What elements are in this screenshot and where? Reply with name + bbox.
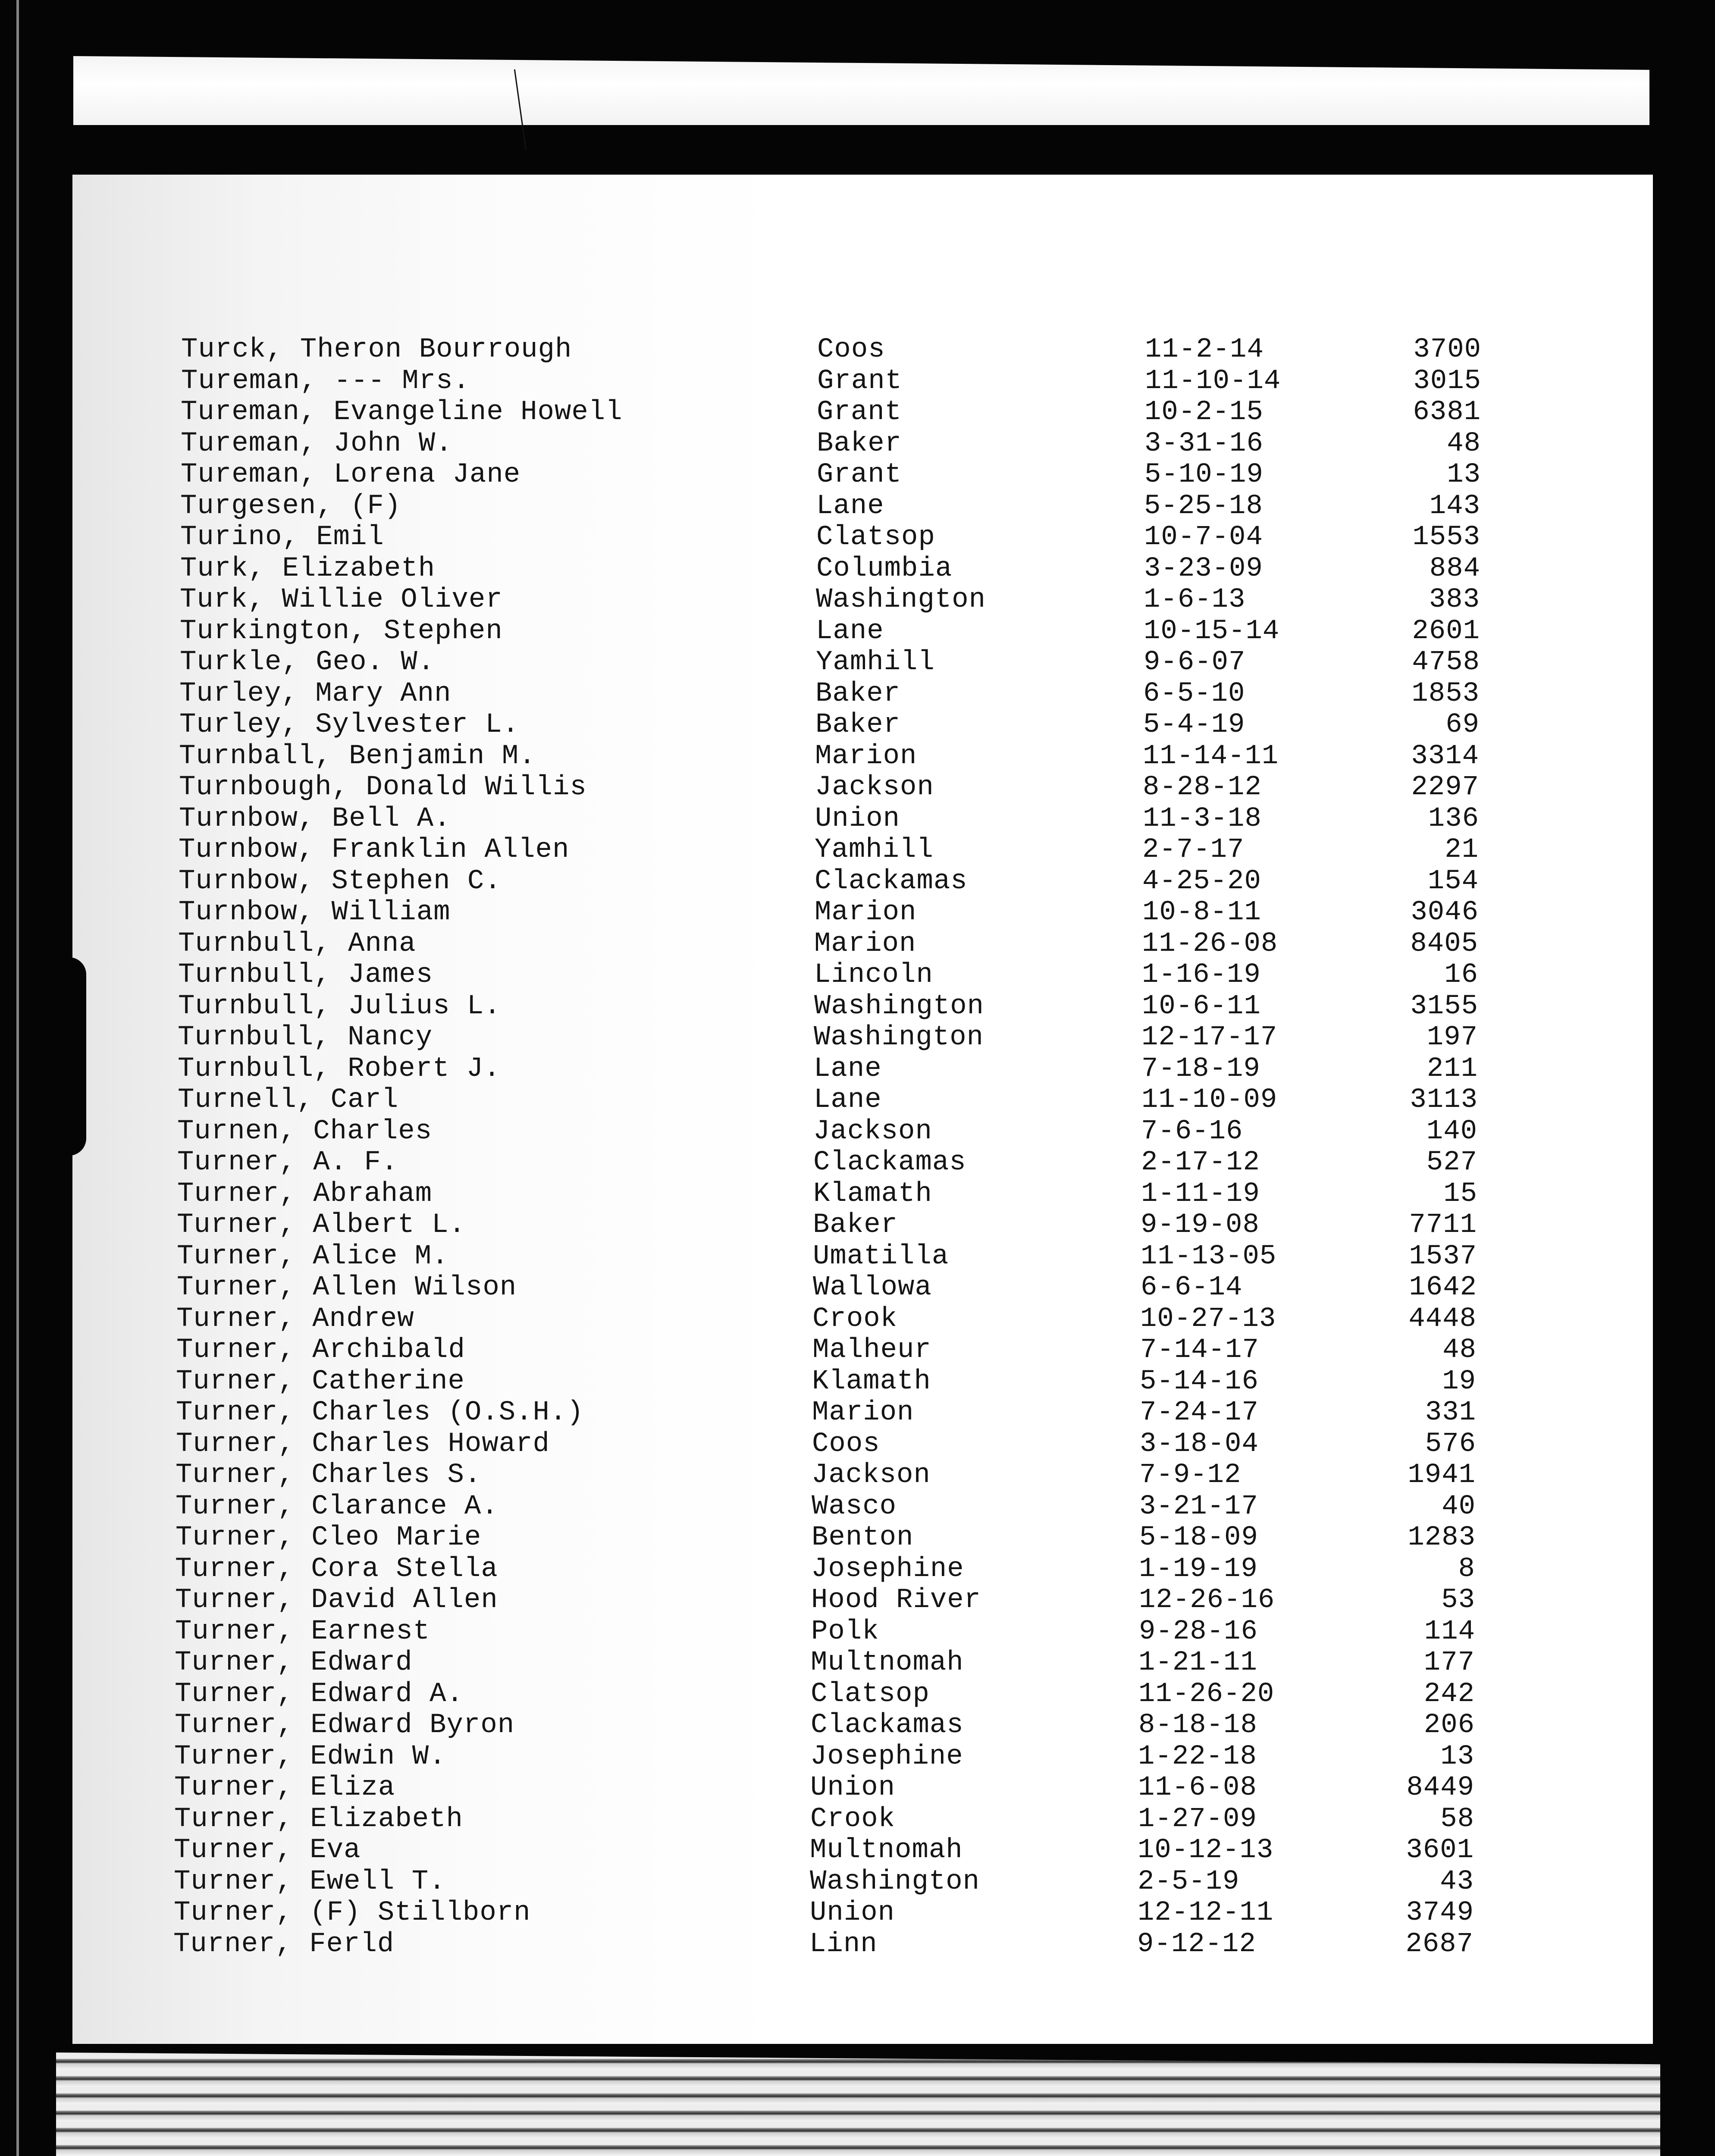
entry-name: Turnbow, Stephen C.	[179, 865, 502, 897]
entry-number: 69	[1445, 709, 1480, 740]
entry-number: 21	[1445, 834, 1479, 865]
entry-name: Turner, Albert L.	[177, 1210, 466, 1241]
register-entry	[0, 1460, 1715, 1491]
entry-county: Yamhill	[816, 647, 935, 678]
entry-number: 1642	[1409, 1272, 1477, 1303]
entry-name: Turner, (F) Stillborn	[174, 1897, 531, 1928]
register-entry	[0, 553, 1715, 584]
entry-name: Turner, Earnest	[175, 1616, 430, 1647]
entry-county: Grant	[817, 459, 902, 490]
entry-number: 1853	[1411, 678, 1480, 709]
entry-county: Clatsop	[816, 522, 935, 553]
entry-number: 211	[1427, 1053, 1478, 1084]
entry-name: Turnen, Charles	[177, 1116, 433, 1147]
register-entry	[0, 1178, 1715, 1210]
entry-name: Turck, Theron Bourrough	[181, 334, 572, 365]
entry-number: 3046	[1411, 897, 1479, 928]
entry-number: 8405	[1410, 928, 1478, 959]
entry-number: 1283	[1408, 1522, 1476, 1553]
entry-number: 143	[1429, 490, 1480, 522]
register-entry	[0, 1116, 1715, 1147]
entry-county: Lane	[814, 1084, 882, 1116]
entry-date: 3-31-16	[1144, 428, 1264, 459]
entry-name: Turner, Charles (O.S.H.)	[176, 1397, 584, 1428]
entry-county: Marion	[814, 928, 916, 959]
register-entry	[0, 1897, 1715, 1928]
entry-number: 2601	[1412, 615, 1480, 647]
entry-name: Turgesen, (F)	[180, 490, 401, 522]
register-entry	[0, 428, 1715, 459]
entry-date: 9-12-12	[1137, 1928, 1256, 1960]
register-entry	[0, 1647, 1715, 1678]
entry-county: Baker	[815, 678, 901, 709]
entry-number: 40	[1442, 1491, 1476, 1522]
entry-county: Umatilla	[813, 1241, 949, 1272]
register-entry	[0, 584, 1715, 615]
entry-number: 48	[1442, 1335, 1477, 1366]
register-entry	[0, 334, 1715, 365]
entry-county: Union	[810, 1772, 896, 1803]
register-entry	[0, 616, 1715, 647]
entry-name: Tureman, Lorena Jane	[181, 459, 521, 490]
entry-number: 8	[1458, 1553, 1475, 1585]
entry-county: Marion	[815, 897, 917, 928]
entry-name: Turnbull, Anna	[178, 928, 416, 959]
entry-date: 10-27-13	[1140, 1303, 1276, 1335]
entry-date: 10-15-14	[1144, 615, 1280, 647]
entry-date: 11-10-09	[1141, 1084, 1278, 1116]
entry-date: 9-28-16	[1139, 1616, 1258, 1647]
entry-name: Turner, Edwin W.	[174, 1741, 446, 1772]
entry-name: Tureman, John W.	[181, 428, 453, 459]
entry-name: Turner, Allen Wilson	[177, 1272, 517, 1303]
entry-name: Turnbough, Donald Willis	[179, 772, 587, 803]
entry-county: Linn	[809, 1928, 878, 1960]
register-entry	[0, 1772, 1715, 1803]
entry-name: Turner, Ewell T.	[174, 1866, 446, 1897]
entry-county: Union	[810, 1897, 895, 1928]
register-entry	[0, 1491, 1715, 1522]
entry-number: 3155	[1410, 990, 1478, 1022]
register-entry	[0, 897, 1715, 928]
register-entry	[0, 1084, 1715, 1116]
entry-name: Turner, Eva	[174, 1835, 361, 1866]
entry-county: Grant	[817, 365, 903, 397]
register-entry	[0, 1929, 1715, 1960]
register-entry	[0, 522, 1715, 553]
register-entry	[0, 1866, 1715, 1897]
entry-name: Tureman, --- Mrs.	[181, 365, 470, 397]
entry-county: Baker	[817, 428, 902, 459]
entry-date: 2-5-19	[1138, 1866, 1240, 1897]
entry-number: 242	[1423, 1678, 1475, 1710]
entry-date: 1-27-09	[1138, 1803, 1257, 1835]
entry-date: 5-18-09	[1139, 1522, 1258, 1553]
entry-county: Klamath	[813, 1178, 932, 1210]
entry-number: 3314	[1411, 740, 1479, 772]
entry-date: 7-6-16	[1141, 1116, 1243, 1147]
entry-date: 8-28-12	[1143, 772, 1262, 803]
entry-name: Turnbow, Bell A.	[179, 803, 451, 834]
entry-county: Marion	[815, 740, 917, 772]
entry-county: Wallowa	[813, 1272, 932, 1303]
entry-number: 331	[1425, 1397, 1476, 1428]
entry-number: 48	[1447, 428, 1481, 459]
entry-date: 11-26-08	[1142, 928, 1278, 959]
entry-number: 8449	[1406, 1772, 1474, 1803]
register-entry	[0, 866, 1715, 897]
entry-name: Turley, Mary Ann	[179, 678, 451, 709]
entry-number: 136	[1428, 803, 1479, 834]
entry-number: 1537	[1409, 1241, 1477, 1272]
entry-name: Turnbow, William	[179, 897, 451, 928]
entry-date: 5-14-16	[1140, 1366, 1259, 1397]
entry-county: Lane	[816, 490, 884, 522]
entry-number: 4448	[1408, 1303, 1477, 1335]
entry-name: Turino, Emil	[180, 522, 384, 553]
register-entry	[0, 491, 1715, 522]
entry-county: Benton	[812, 1522, 914, 1553]
register-entry	[0, 709, 1715, 740]
entry-county: Jackson	[812, 1460, 931, 1491]
entry-number: 527	[1426, 1147, 1477, 1178]
entry-date: 3-18-04	[1140, 1428, 1259, 1460]
entry-date: 11-6-08	[1138, 1772, 1257, 1803]
register-entry	[0, 647, 1715, 678]
register-entry	[0, 1554, 1715, 1585]
entry-number: 13	[1447, 459, 1481, 490]
entry-county: Clackamas	[811, 1710, 964, 1741]
entry-date: 9-19-08	[1141, 1210, 1260, 1241]
register-entry	[0, 1616, 1715, 1647]
entry-name: Turner, Elizabeth	[174, 1803, 463, 1835]
entry-date: 9-6-07	[1144, 647, 1246, 678]
entry-county: Grant	[817, 397, 902, 428]
entry-name: Turner, Edward	[175, 1647, 413, 1678]
entry-date: 7-24-17	[1140, 1397, 1259, 1428]
entry-county: Washington	[814, 1022, 984, 1053]
entry-date: 10-2-15	[1144, 397, 1264, 428]
entry-number: 4758	[1412, 647, 1480, 678]
entry-name: Turner, Eliza	[174, 1772, 395, 1803]
entry-county: Coos	[812, 1428, 880, 1460]
entry-county: Lincoln	[814, 959, 933, 990]
entry-number: 53	[1441, 1585, 1475, 1616]
entry-date: 4-25-20	[1142, 865, 1261, 897]
entry-county: Washington	[814, 990, 984, 1022]
entry-date: 10-12-13	[1138, 1835, 1274, 1866]
entry-date: 6-5-10	[1143, 678, 1245, 709]
entry-name: Turner, Catherine	[176, 1366, 465, 1397]
entry-number: 43	[1440, 1866, 1474, 1897]
register-entry	[0, 1053, 1715, 1084]
entry-name: Turnell, Carl	[178, 1084, 399, 1116]
entry-date: 10-6-11	[1142, 990, 1261, 1022]
entry-number: 177	[1423, 1647, 1475, 1678]
entry-number: 140	[1426, 1116, 1477, 1147]
entry-county: Baker	[815, 709, 901, 740]
entry-date: 2-17-12	[1141, 1147, 1260, 1178]
entry-date: 6-6-14	[1141, 1272, 1243, 1303]
entry-county: Yamhill	[815, 834, 934, 865]
entry-county: Crook	[810, 1803, 896, 1835]
entry-number: 2687	[1405, 1928, 1474, 1960]
register-entry	[0, 1210, 1715, 1241]
entry-date: 5-10-19	[1144, 459, 1264, 490]
entry-name: Turnbull, James	[178, 959, 433, 990]
entry-number: 114	[1424, 1616, 1475, 1647]
entry-county: Union	[815, 803, 900, 834]
entry-name: Turner, Andrew	[176, 1303, 414, 1335]
entry-date: 10-8-11	[1142, 897, 1261, 928]
entry-date: 5-25-18	[1144, 490, 1263, 522]
register-entry	[0, 1741, 1715, 1772]
entry-number: 197	[1427, 1022, 1478, 1053]
entry-county: Multnomah	[811, 1647, 964, 1678]
entry-county: Josephine	[811, 1553, 964, 1585]
entry-county: Multnomah	[810, 1835, 963, 1866]
register-entry	[0, 1397, 1715, 1428]
register-entry	[0, 1335, 1715, 1366]
entry-date: 1-21-11	[1138, 1647, 1257, 1678]
entry-county: Marion	[812, 1397, 914, 1428]
entry-number: 6381	[1413, 397, 1481, 428]
register-entry	[0, 1429, 1715, 1460]
entry-county: Baker	[813, 1210, 898, 1241]
entry-date: 7-18-19	[1141, 1053, 1260, 1084]
entry-county: Wasco	[812, 1491, 897, 1522]
entry-date: 3-21-17	[1139, 1491, 1258, 1522]
entry-number: 19	[1442, 1366, 1476, 1397]
register-entry	[0, 1679, 1715, 1710]
entry-name: Turnbull, Nancy	[178, 1022, 433, 1053]
entry-name: Turnbull, Julius L.	[178, 990, 501, 1022]
entry-name: Turnbow, Franklin Allen	[179, 834, 570, 865]
register-entry	[0, 1835, 1715, 1866]
entry-name: Turner, David Allen	[175, 1585, 498, 1616]
entry-date: 1-22-18	[1138, 1741, 1257, 1772]
entry-date: 7-9-12	[1139, 1460, 1242, 1491]
entry-number: 58	[1440, 1803, 1474, 1835]
register-entry	[0, 1147, 1715, 1178]
register-entry	[0, 1366, 1715, 1397]
entry-date: 2-7-17	[1142, 834, 1245, 865]
entry-name: Turley, Sylvester L.	[179, 709, 520, 740]
register-entry	[0, 1585, 1715, 1616]
entry-county: Clackamas	[815, 865, 968, 897]
entry-date: 12-26-16	[1139, 1585, 1275, 1616]
register-entry	[0, 459, 1715, 490]
entry-name: Turkle, Geo. W.	[180, 647, 435, 678]
register-entry	[0, 1710, 1715, 1741]
entry-date: 8-18-18	[1138, 1710, 1257, 1741]
entry-county: Hood River	[811, 1585, 981, 1616]
entry-number: 884	[1429, 553, 1480, 584]
register-entry	[0, 397, 1715, 428]
entry-date: 7-14-17	[1140, 1335, 1259, 1366]
entry-date: 3-23-09	[1144, 553, 1263, 584]
entry-number: 13	[1440, 1741, 1474, 1772]
entry-name: Turner, Abraham	[177, 1178, 433, 1210]
entry-date: 5-4-19	[1143, 709, 1245, 740]
entry-date: 1-16-19	[1142, 959, 1261, 990]
entry-name: Turner, Clarance A.	[176, 1491, 499, 1522]
entry-number: 206	[1423, 1710, 1475, 1741]
entry-number: 3601	[1406, 1835, 1474, 1866]
entry-county: Jackson	[813, 1116, 932, 1147]
entry-county: Josephine	[810, 1741, 963, 1772]
entry-county: Columbia	[816, 553, 953, 584]
register-entry	[0, 1304, 1715, 1335]
entry-name: Tureman, Evangeline Howell	[181, 397, 623, 428]
entry-number: 7711	[1409, 1210, 1477, 1241]
entry-name: Turner, Charles Howard	[176, 1428, 550, 1460]
entry-date: 11-2-14	[1145, 334, 1264, 365]
entry-date: 1-6-13	[1144, 584, 1246, 615]
entry-county: Clatsop	[811, 1678, 930, 1710]
register-entry	[0, 772, 1715, 803]
register-entry	[0, 678, 1715, 709]
register-entry	[0, 834, 1715, 865]
entry-county: Lane	[816, 615, 884, 647]
entry-county: Coos	[817, 334, 885, 365]
entry-name: Turner, Ferld	[173, 1928, 395, 1960]
entry-county: Klamath	[812, 1366, 931, 1397]
entry-name: Turner, Charles S.	[176, 1460, 482, 1491]
entry-name: Turner, Edward Byron	[175, 1710, 515, 1741]
entry-date: 1-11-19	[1141, 1178, 1260, 1210]
register-entry	[0, 1241, 1715, 1272]
register-entry	[0, 1022, 1715, 1053]
entry-county: Washington	[810, 1866, 980, 1897]
register-entry	[0, 366, 1715, 397]
entry-name: Turk, Elizabeth	[180, 553, 436, 584]
register-entry	[0, 959, 1715, 990]
entry-name: Turner, Cleo Marie	[176, 1522, 482, 1553]
register-entry	[0, 1804, 1715, 1835]
entry-number: 3015	[1413, 365, 1481, 397]
entry-date: 11-26-20	[1138, 1678, 1275, 1710]
entry-number: 576	[1425, 1428, 1476, 1460]
entry-county: Washington	[816, 584, 986, 615]
entry-county: Jackson	[815, 772, 934, 803]
entry-number: 154	[1427, 865, 1479, 897]
register-entry	[0, 991, 1715, 1022]
entry-name: Turk, Willie Oliver	[180, 584, 503, 615]
entry-date: 11-10-14	[1145, 365, 1281, 397]
register-entry	[0, 1522, 1715, 1553]
register-entry	[0, 928, 1715, 959]
entry-county: Crook	[812, 1303, 898, 1335]
entry-name: Turnball, Benjamin M.	[179, 740, 536, 772]
entry-number: 3749	[1406, 1897, 1474, 1928]
entry-number: 3113	[1410, 1084, 1478, 1116]
entry-county: Clackamas	[813, 1147, 966, 1178]
entry-name: Turner, Archibald	[176, 1335, 465, 1366]
register-entry	[0, 741, 1715, 772]
entry-name: Turner, Cora Stella	[175, 1553, 498, 1585]
entry-date: 10-7-04	[1144, 522, 1263, 553]
entry-county: Malheur	[812, 1335, 931, 1366]
entry-number: 2297	[1411, 772, 1479, 803]
entry-date: 11-13-05	[1141, 1241, 1277, 1272]
entry-number: 15	[1443, 1178, 1477, 1210]
entry-name: Turnbull, Robert J.	[178, 1053, 501, 1084]
entry-date: 12-17-17	[1141, 1022, 1278, 1053]
entry-county: Lane	[814, 1053, 882, 1084]
entry-name: Turkington, Stephen	[180, 615, 503, 647]
entry-name: Turner, A. F.	[177, 1147, 398, 1178]
entry-date: 1-19-19	[1139, 1553, 1258, 1585]
entry-county: Polk	[811, 1616, 879, 1647]
entry-number: 1941	[1408, 1460, 1476, 1491]
entry-number: 1553	[1412, 522, 1480, 553]
entry-date: 11-14-11	[1143, 740, 1279, 772]
register-entry	[0, 803, 1715, 834]
entry-number: 16	[1444, 959, 1478, 990]
entry-number: 383	[1429, 584, 1480, 615]
entry-name: Turner, Edward A.	[175, 1678, 464, 1710]
entry-number: 3700	[1413, 334, 1481, 365]
register-entry	[0, 1272, 1715, 1303]
entry-name: Turner, Alice M.	[177, 1241, 449, 1272]
entry-date: 11-3-18	[1143, 803, 1262, 834]
entry-date: 12-12-11	[1138, 1897, 1274, 1928]
